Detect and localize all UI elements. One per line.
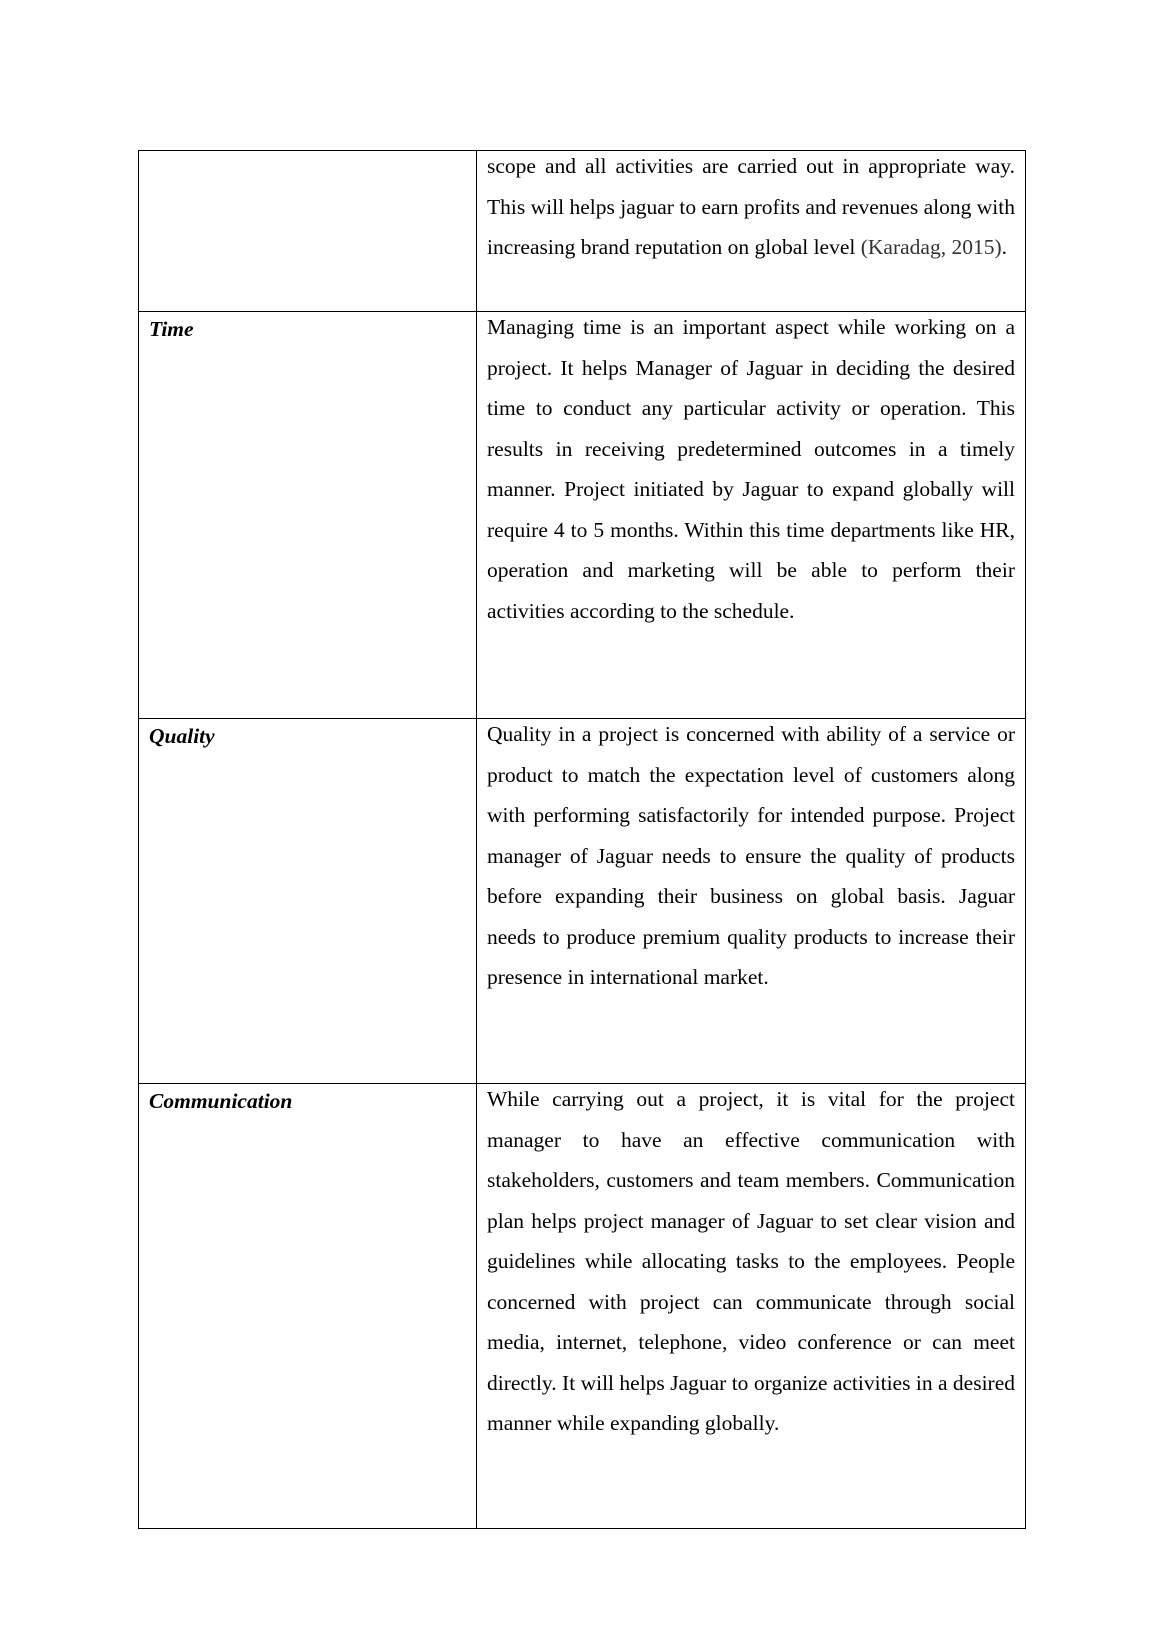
- aspect-description-cell: [477, 312, 1026, 719]
- aspect-description-cell: [477, 151, 1026, 312]
- aspect-label-quality: Quality: [149, 724, 215, 748]
- table-row: [139, 719, 1026, 1084]
- aspect-description-communication: While carrying out a project, it is vital for the project manager to have an effective communication with stakeholders, customers and team members. Communication plan helps project manager of Jaguar to set clear vision and guidelines while allocating tasks to the employees. People concerned with project can communicate through social media, internet, telephone, video conference or can meet directly. It will helps Jaguar to organize activities in a desired manner while expanding globally.: [487, 1087, 1015, 1435]
- aspect-label: [149, 151, 466, 153]
- aspect-description: [487, 146, 1015, 268]
- project-aspects-table: [138, 150, 1026, 1529]
- aspect-description-cell: [477, 1084, 1026, 1529]
- table-row: [139, 151, 1026, 312]
- aspect-label-cell: [139, 1084, 477, 1529]
- description-text: scope and all activities are carried out in appropriate way. This will helps jaguar to earn profits and revenues along with increasing brand reputation on global level: [487, 154, 1015, 259]
- aspect-label-cell: [139, 151, 477, 312]
- aspect-description-time: Managing time is an important aspect while working on a project. It helps Manager of Jaguar in deciding the desired time to conduct any particular activity or operation. This results in receiving predetermined outcomes in a timely manner. Project initiated by Jaguar to expand globally will require 4 to 5 months. Within this time departments like HR, operation and marketing will be able to perform their activities according to the schedule.: [487, 315, 1015, 623]
- aspect-label-time: Time: [149, 317, 194, 341]
- aspect-description-quality: Quality in a project is concerned with ability of a service or product to match the expectation level of customers along with performing satisfactorily for intended purpose. Project manager of Jaguar needs to ensure the quality of products before expanding their business on global basis. Jaguar needs to produce premium quality products to increase their presence in international market.: [487, 722, 1015, 989]
- aspect-label-cell: [139, 719, 477, 1084]
- aspect-label-communication: Communication: [149, 1089, 293, 1113]
- aspect-description-cell: [477, 719, 1026, 1084]
- aspect-label-cell: [139, 312, 477, 719]
- table-row: [139, 1084, 1026, 1529]
- citation: (Karadag, 2015): [860, 235, 1002, 259]
- citation-suffix: .: [1001, 235, 1008, 259]
- table-row: [139, 312, 1026, 719]
